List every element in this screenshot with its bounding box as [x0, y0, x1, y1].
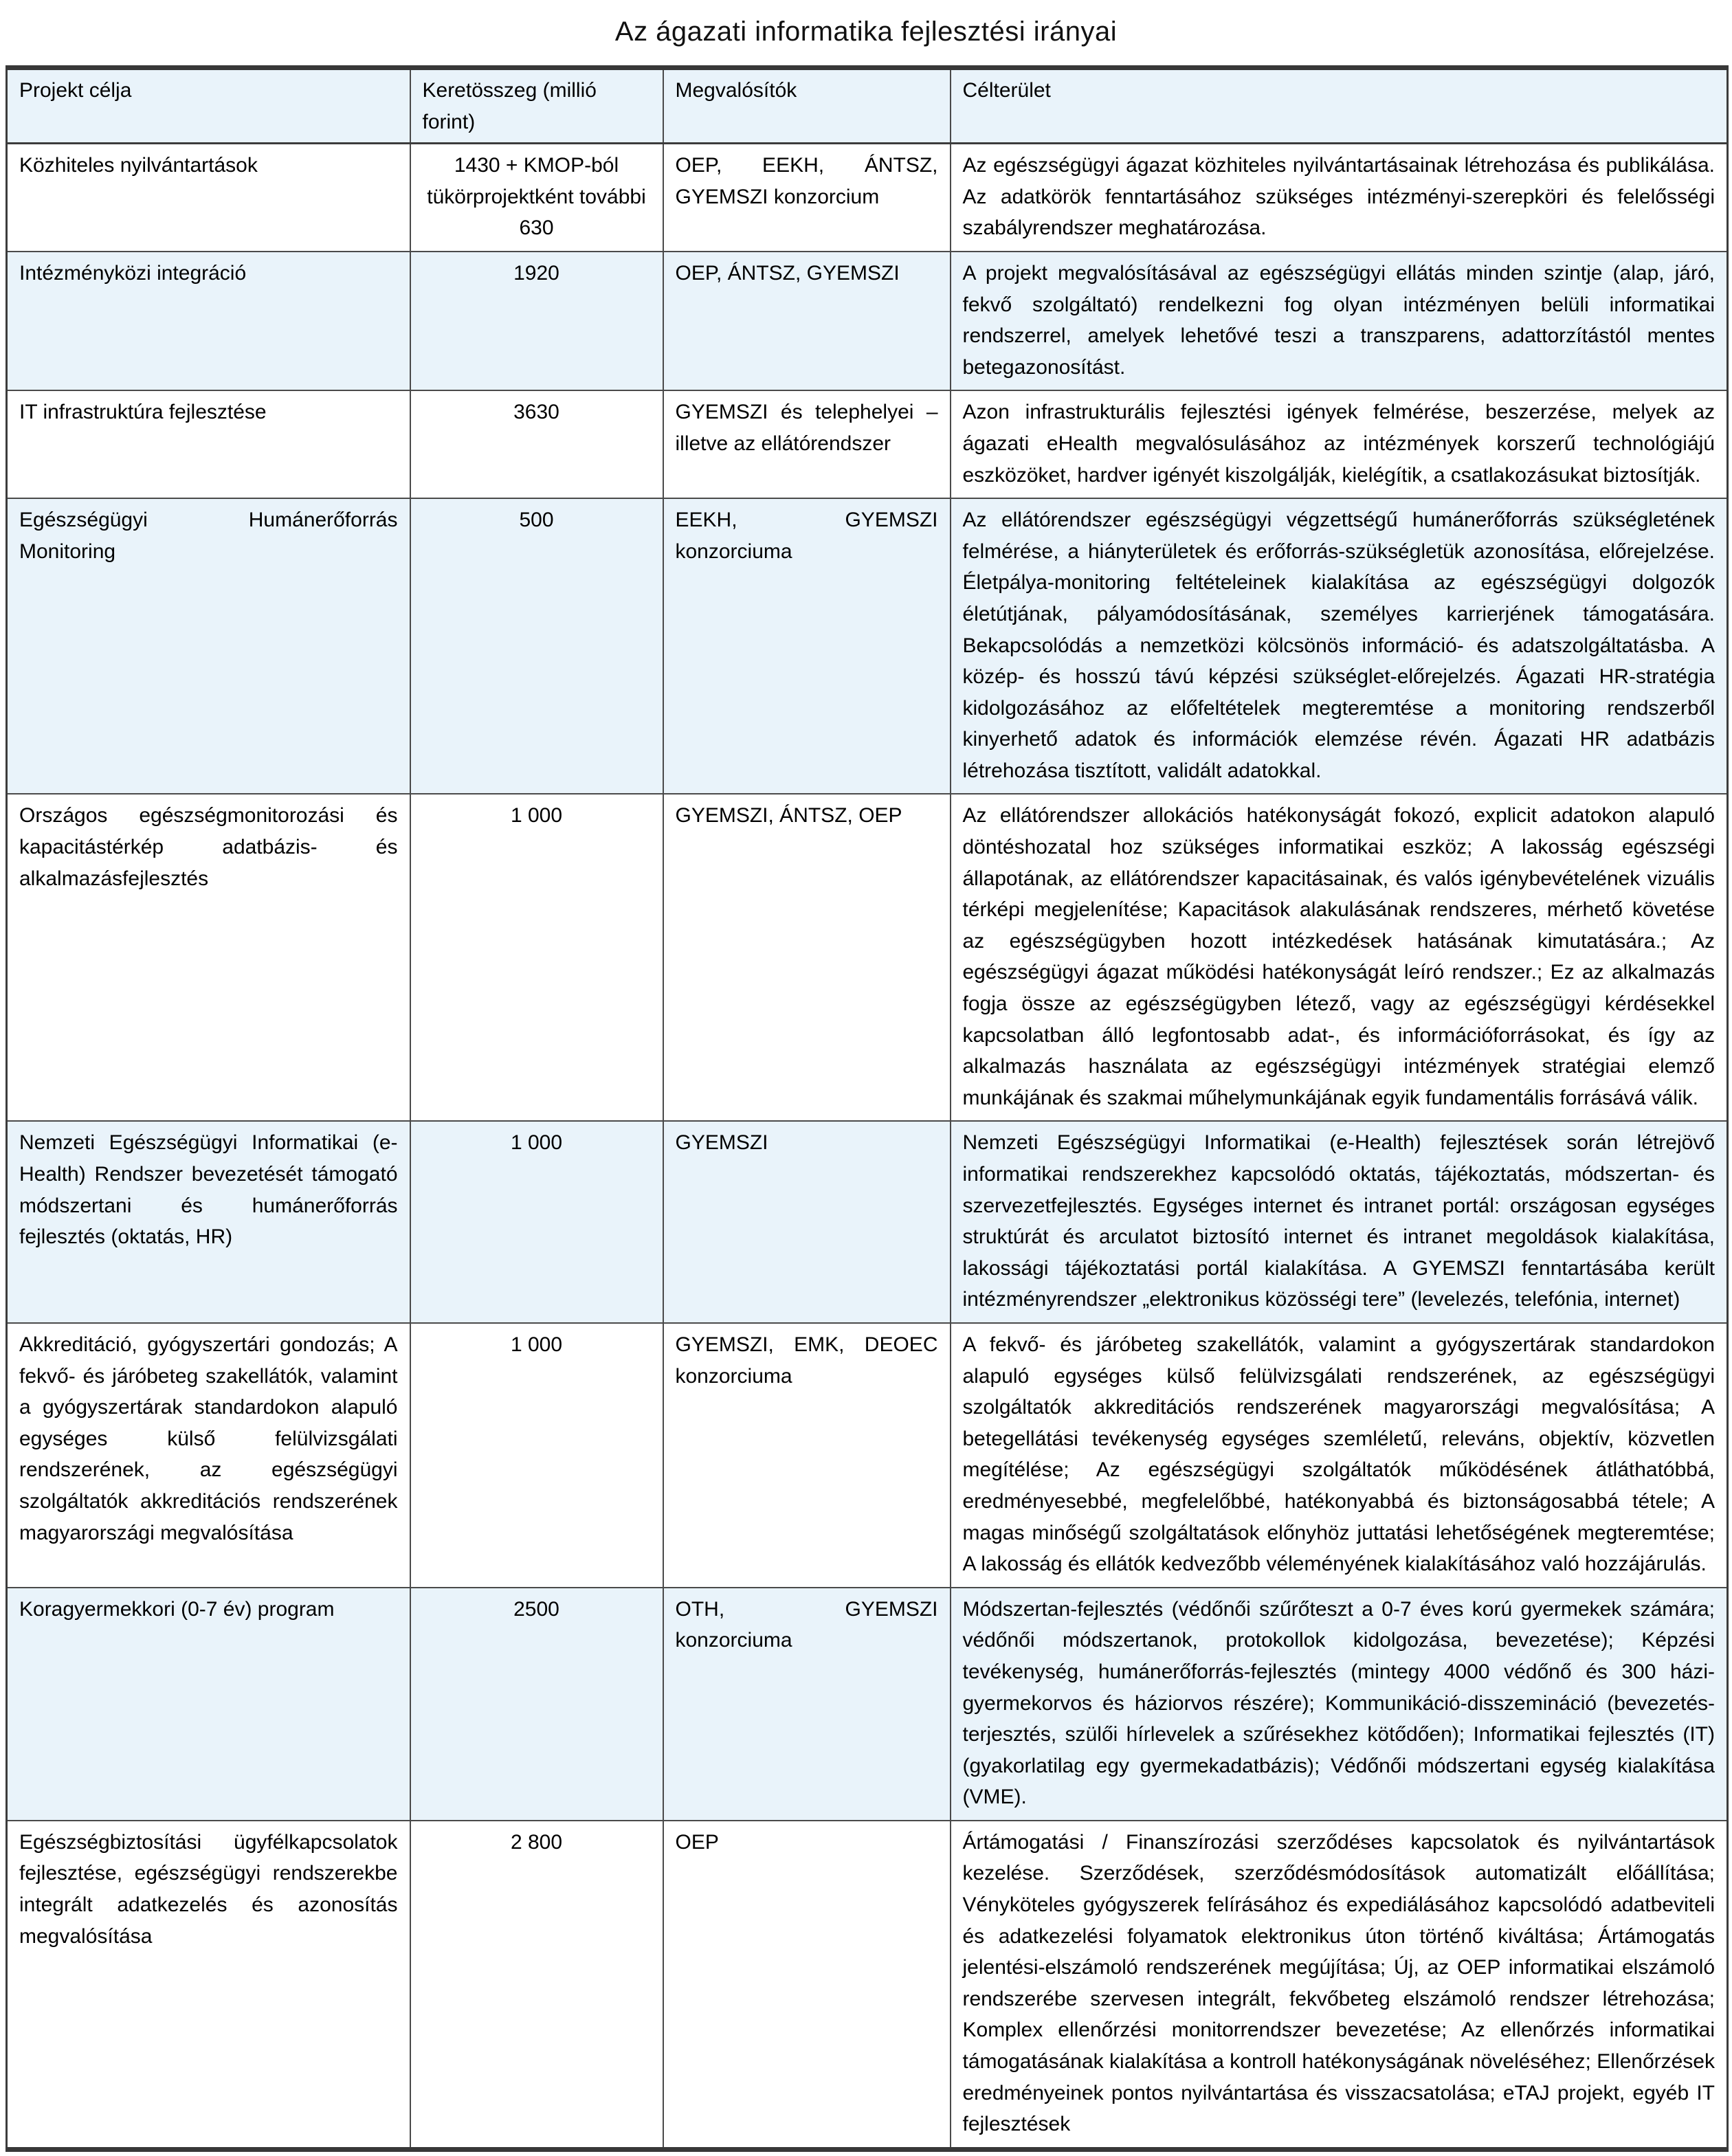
- cell-celterulet: Módszertan-fejlesztés (védőnői szűrőteszt a 0-7 éves korú gyermekek számára; védőnői módszertanok, protokollok kidolgozása, bevezetése); Képzési tevékenység, humánerőforrás-fejlesztés (mintegy 4000 védőnő és 300 házi-gyermekorvos és háziorvos részére); Kommunikáció-disszemináció (bevezetés-terjesztés, szülői hírlevelek a szűrésekhez kötődően); Informatikai fejlesztés (IT) (gyakorlatilag egy gyermekadatbázis); Védőnői módszertani egység kialakítása (VME).: [951, 1588, 1728, 1821]
- table-row: [7, 1323, 1728, 1588]
- cell-celterulet: Az ellátórendszer egészségügyi végzettségű humánerőforrás szükségletének felmérése, a hiányterületek és erőforrás-szükségletük azonosítása, előrejelzése. Életpálya-monitoring feltételeinek kialakítása az egészségügyi dolgozók életútjának, pályamódosításának, személyes karrierjének támogatására. Bekapcsolódás a nemzetközi kölcsönös információ- és adatszolgáltatásba. A közép- és hosszú távú képzési szükséglet-előrejelzés. Ágazati HR-stratégia kidolgozásához az előfeltételek megteremtése a monitoring rendszerből kinyerhető adatok és információk elemzése révén. Ágazati HR adatbázis létrehozása tisztított, validált adatokkal.: [951, 498, 1728, 794]
- cell-projekt-celja: Egészségügyi Humánerőforrás Monitoring: [7, 498, 410, 794]
- cell-keretosszeg: 1 000: [410, 1323, 663, 1588]
- cell-megvalositok: OEP, ÁNTSZ, GYEMSZI: [663, 252, 951, 390]
- page-title: Az ágazati informatika fejlesztési irányai: [614, 16, 1118, 47]
- table-row: [7, 1121, 1728, 1323]
- cell-keretosszeg: 2 800: [410, 1821, 663, 2149]
- table-row: [7, 794, 1728, 1121]
- cell-projekt-celja: Intézményközi integráció: [7, 252, 410, 390]
- cell-keretosszeg: 2500: [410, 1588, 663, 1821]
- projects-table: [5, 65, 1729, 2152]
- table-header: [7, 68, 1728, 144]
- cell-projekt-celja: Koragyermekkori (0-7 év) program: [7, 1588, 410, 1821]
- cell-celterulet: Az egészségügyi ágazat közhiteles nyilvántartásainak létrehozása és publikálása. Az adatkörök fenntartásához szükséges intézményi-szerepköri és felelősségi szabályrendszer meghatározása.: [951, 144, 1728, 252]
- cell-megvalositok: GYEMSZI és telephelyei – illetve az ellátórendszer: [663, 390, 951, 498]
- table-row: [7, 1588, 1728, 1821]
- cell-keretosszeg: 1 000: [410, 794, 663, 1121]
- table-body: [7, 144, 1728, 2150]
- table-row: [7, 1821, 1728, 2149]
- cell-keretosszeg: 1920: [410, 252, 663, 390]
- cell-projekt-celja: Egészségbiztosítási ügyfélkapcsolatok fejlesztése, egészségügyi rendszerekbe integrált adatkezelés és azonosítás megvalósítása: [7, 1821, 410, 2149]
- table-row: [7, 498, 1728, 794]
- cell-megvalositok: GYEMSZI, EMK, DEOEC konzorciuma: [663, 1323, 951, 1588]
- column-header-keretosszeg: Keretösszeg (millió forint): [410, 68, 663, 144]
- header-row: [7, 68, 1728, 144]
- cell-celterulet: A projekt megvalósításával az egészségügyi ellátás minden szintje (alap, járó, fekvő szolgáltató) rendelkezni fog olyan intézményen belüli informatikai rendszerrel, amelyek lehetővé teszi a transzparens, adattorzítástól mentes betegazonosítást.: [951, 252, 1728, 390]
- cell-megvalositok: GYEMSZI, ÁNTSZ, OEP: [663, 794, 951, 1121]
- column-header-projekt-celja: Projekt célja: [7, 68, 410, 144]
- cell-celterulet: Azon infrastrukturális fejlesztési igények felmérése, beszerzése, melyek az ágazati eHealth megvalósulásához az intézmények korszerű technológiájú eszközöket, hardver igényét kiszolgálják, kielégítik, a csatlakozásukat biztosítják.: [951, 390, 1728, 498]
- cell-projekt-celja: Akkreditáció, gyógyszertári gondozás; A fekvő- és járóbeteg szakellátók, valamint a gyógyszertárak standardokon alapuló egységes külső felülvizsgálati rendszerének, az egészségügyi szolgáltatók akkreditációs rendszerének magyarországi megvalósítása: [7, 1323, 410, 1588]
- cell-projekt-celja: Közhiteles nyilvántartások: [7, 144, 410, 252]
- column-header-celterulet: Célterület: [951, 68, 1728, 144]
- cell-keretosszeg: 1 000: [410, 1121, 663, 1323]
- cell-megvalositok: OTH, GYEMSZI konzorciuma: [663, 1588, 951, 1821]
- table-row: [7, 390, 1728, 498]
- cell-megvalositok: OEP: [663, 1821, 951, 2149]
- cell-projekt-celja: Nemzeti Egészségügyi Informatikai (e-Health) Rendszer bevezetését támogató módszertani és humánerőforrás fejlesztés (oktatás, HR): [7, 1121, 410, 1323]
- cell-celterulet: Az ellátórendszer allokációs hatékonyságát fokozó, explicit adatokon alapuló döntéshozatal hoz szükséges informatikai eszköz; A lakosság egészségi állapotának, az ellátórendszer kapacitásainak, és valós igénybevételének vizuális térképi megjelenítése; Kapacitások alakulásának rendszeres, mérhető követése az egészségügyben hozott intézkedések hatásának kimutatására.; Az egészségügyi ágazat működési hatékonyságát leíró rendszer.; Ez az alkalmazás fogja össze az egészségügyben létező, vagy az egészségügyi kérdésekkel kapcsolatban álló legfontosabb adat-, és információforrásokat, és így az alkalmazás használata az egészségügyi intézmények stratégiai elemző munkájának és szakmai műhelymunkájának egyik fundamentális forrásává válik.: [951, 794, 1728, 1121]
- table-row: [7, 144, 1728, 252]
- cell-megvalositok: EEKH, GYEMSZI konzorciuma: [663, 498, 951, 794]
- cell-keretosszeg: 500: [410, 498, 663, 794]
- cell-keretosszeg: 3630: [410, 390, 663, 498]
- column-header-megvalositok: Megvalósítók: [663, 68, 951, 144]
- table-row: [7, 252, 1728, 390]
- cell-projekt-celja: IT infrastruktúra fejlesztése: [7, 390, 410, 498]
- cell-megvalositok: GYEMSZI: [663, 1121, 951, 1323]
- cell-celterulet: Nemzeti Egészségügyi Informatikai (e-Health) fejlesztések során létrejövő informatikai rendszerekhez kapcsolódó oktatás, tájékoztatás, módszertan- és szervezetfejlesztés. Egységes internet és intranet portál: országosan egységes struktúrát és arculatot biztosító internet és intranet megoldások kialakítása, lakossági tájékoztatási portál kialakítása. A GYEMSZI fenntartásába került intézményrendszer „elektronikus közösségi tere” (levelezés, telefónia, internet): [951, 1121, 1728, 1323]
- cell-projekt-celja: Országos egészségmonitorozási és kapacitástérkép adatbázis- és alkalmazásfejlesztés: [7, 794, 410, 1121]
- cell-megvalositok: OEP, EEKH, ÁNTSZ, GYEMSZI konzorcium: [663, 144, 951, 252]
- cell-keretosszeg: 1430 + KMOP-ból tükörprojektként további 630: [410, 144, 663, 252]
- cell-celterulet: A fekvő- és járóbeteg szakellátók, valamint a gyógyszertárak standardokon alapuló egységes külső felülvizsgálati rendszerének, az egészségügyi szolgáltatók akkreditációs rendszerének magyarországi megvalósítása; A betegellátási tevékenység egységes szemléletű, releváns, objektív, közvetlen megítélése; Az egészségügyi szolgáltatók működésének átláthatóbbá, eredményesebbé, megfelelőbbé, hatékonyabbá és biztonságosabbá tétele; A magas minőségű szolgáltatások előnyhöz juttatási lehetőségének megteremtése; A lakosság és ellátók kedvezőbb véleményének kialakításához való hozzájárulás.: [951, 1323, 1728, 1588]
- cell-celterulet: Ártámogatási / Finanszírozási szerződéses kapcsolatok és nyilvántartások kezelése. Szerződések, szerződésmódosítások automatizált előállítása; Vényköteles gyógyszerek felírásához és expediálásához kapcsolódó adatbeviteli és adatkezelési folyamatok elektronikus úton történő kiváltása; Ártámogatás jelentési-elszámoló rendszerének megújítása; Új, az OEP informatikai elszámoló rendszerébe szervesen integrált, fekvőbeteg elszámoló rendszer létrehozása; Komplex ellenőrzési monitorrendszer bevezetése; Az ellenőrzés informatikai támogatásának kialakítása a kontroll hatékonyságának növeléséhez; Ellenőrzések eredményeinek pontos nyilvántartása és visszacsatolása; eTAJ projekt, egyéb IT fejlesztések: [951, 1821, 1728, 2149]
